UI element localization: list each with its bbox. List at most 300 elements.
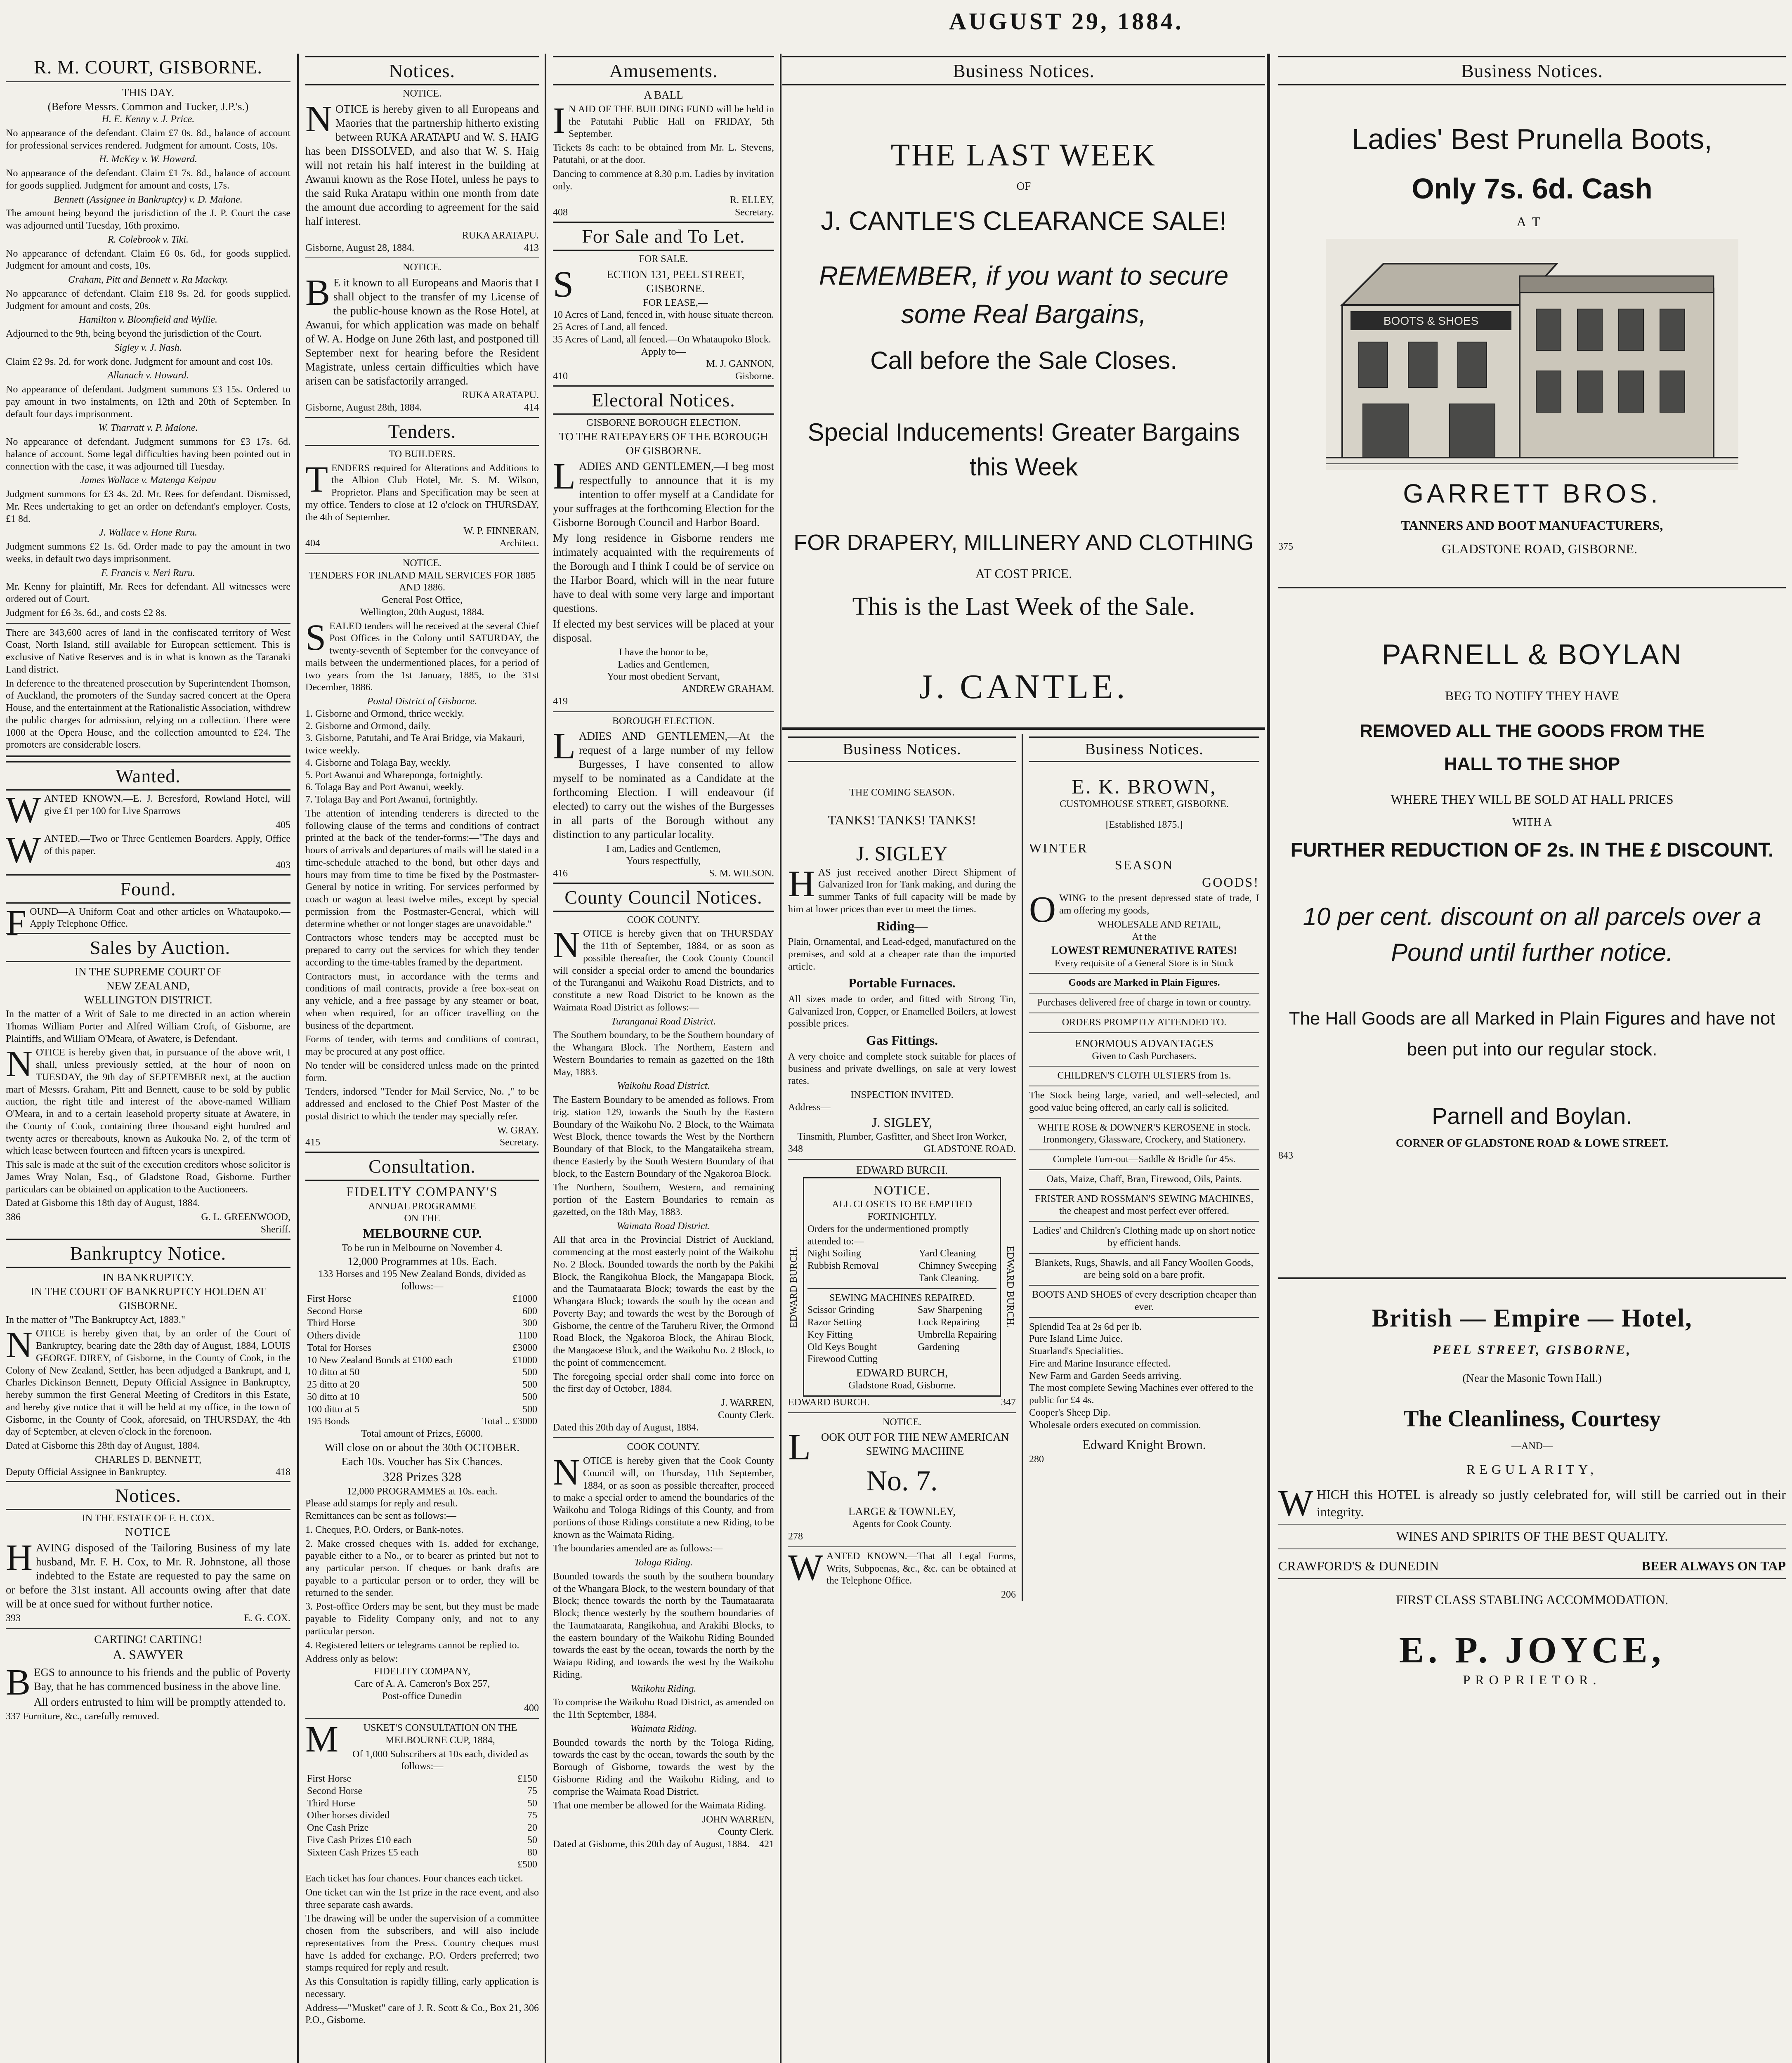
county-dated: Dated at Gisborne, this 20th day of August, 1884. bbox=[553, 1839, 750, 1850]
case-text: Judgment for £6 3s. 6d., and costs £2 8s. bbox=[6, 607, 167, 618]
list-item: Cooper's Sheep Dip. bbox=[1029, 1407, 1111, 1418]
burch-side-label: EDWARD BURCH. bbox=[1005, 1246, 1016, 1328]
ad-number: 413 bbox=[524, 242, 539, 253]
signature: M. J. GANNON, bbox=[706, 359, 774, 370]
large-number: No. 7. bbox=[866, 1465, 938, 1497]
parnell-notify: BEG TO NOTIFY THEY HAVE bbox=[1445, 688, 1619, 703]
sale-apply: Apply to— bbox=[641, 346, 686, 357]
prize-value: 1100 bbox=[517, 1330, 537, 1341]
notice-dated: Gisborne, August 28, 1884. bbox=[305, 242, 414, 253]
sigley-road: GLADSTONE ROAD. bbox=[923, 1143, 1016, 1154]
burch-service: Chimney Sweeping bbox=[918, 1260, 997, 1272]
prize-label: 195 Bonds bbox=[307, 1416, 350, 1427]
sale-item: 35 Acres of Land, all fenced.—On Whataupoko Block. bbox=[553, 334, 771, 345]
musket-text: As this Consultation is rapidly filling, early application is necessary. bbox=[305, 1976, 539, 1999]
riding-body: Bounded towards the south by the southern boundary of the Whangara Block, to the western boundary of that Block; thence towards the north by the Taumataarata Block; thence westerly by the southern boundaries of the Taumataarata, Rangikohua, and Arakihi Blocks, to the eastern boundary of the Waikohu Riding Bounded towards the east by the ocean, towards the north by the Waiapu Riding, and towards the west by the Waikohu Riding. bbox=[553, 1571, 774, 1680]
brown-marked: Goods are Marked in Plain Figures. bbox=[1068, 977, 1220, 989]
ad-number: 278 bbox=[788, 1531, 803, 1542]
brown-cash: Given to Cash Purchasers. bbox=[1092, 1050, 1197, 1062]
auction-body: This sale is made at the suit of the execution creditors whose solicitor is James Wray Nolan, Esq., of Gladstone Road, Gisborne. Further particulars can be obtained on application to the Auctioneers. bbox=[6, 1159, 290, 1195]
remit-item: 1. Cheques, P.O. Orders, or Bank-notes. bbox=[305, 1524, 464, 1535]
district-body: The Eastern Boundary to be amended as follows. From trig. station 129, towards the South by the Eastern Boundary of the Waikohu No. 2 Block, to the Waimata West Block, thence towards the West by the Northern Boundary of that Block, to the Mangataikeha stream, thence Easterly by the South Western Boundary of that block, to the Eastern Boundary of the Ngakoroa Block. bbox=[553, 1095, 774, 1179]
section-auction: Sales by Auction. bbox=[6, 933, 290, 962]
hotel-proprietor-name: E. P. JOYCE, bbox=[1399, 1630, 1665, 1671]
burch-repair: Old Keys Bought bbox=[807, 1341, 877, 1353]
case-text: No appearance of defendant. Claim £6 0s. 6d., for goods supplied. Judgment for amount and costs, 10s. bbox=[6, 248, 290, 271]
fidelity-care: Care of A. A. Cameron's Box 257, bbox=[354, 1678, 490, 1689]
sigley-trade: Tinsmith, Plumber, Gasfitter, and Sheet Iron Worker, bbox=[797, 1131, 1007, 1142]
ad-number: 337 bbox=[6, 1711, 21, 1722]
garrett-price: Only 7s. 6d. Cash bbox=[1412, 172, 1653, 205]
sale-lease: FOR LEASE,— bbox=[643, 297, 708, 308]
district-body: The Southern boundary, to be the Southern boundary of the Whangara Block. The Northern, Eastern and Western Boundaries to remain as gazetted on the 18th May, 1883. bbox=[553, 1030, 774, 1078]
fidelity-head: FIDELITY COMPANY'S bbox=[346, 1184, 498, 1199]
column-rule bbox=[1267, 54, 1270, 2063]
musket-address: Address—"Musket" care of J. R. Scott & Co., Box 21, P.O., Gisborne. bbox=[305, 2002, 522, 2026]
brown-address: CUSTOMHOUSE STREET, GISBORNE. bbox=[1060, 799, 1229, 810]
garrett-address: GLADSTONE ROAD, GISBORNE. bbox=[1441, 541, 1638, 557]
election-body: LADIES AND GENTLEMEN,—I beg most respectfully to announce that it is my intention to offer myself at a Candidate for your suffrages at the forthcoming Election for the Gisborne Borough Council and Harbor Board. bbox=[553, 456, 774, 529]
hotel-cleanliness: The Cleanliness, Courtesy bbox=[1403, 1406, 1661, 1432]
prize-label: First Horse bbox=[307, 1293, 352, 1304]
case-title: James Wallace v. Matenga Keipau bbox=[80, 475, 216, 486]
burch-repair: Lock Repairing bbox=[918, 1317, 980, 1328]
case-title: J. Wallace v. Hone Ruru. bbox=[99, 527, 197, 538]
ad-number: 393 bbox=[6, 1613, 21, 1624]
ball-head: A BALL bbox=[644, 89, 683, 101]
musket-text: The drawing will be under the supervision of a committee chosen from the subscribers, and will also include representatives from the Press. Country cheques must have 1s added for exchange. P.O. Orders preferred; two stamps required for reply and result. bbox=[305, 1913, 539, 1973]
notice-body: BE it known to all Europeans and Maoris that I shall object to the transfer of my License of the public-house known as the Rose Hotel, at Awanui, for which application was made on behalf of W. A. Hodge on June 26th last, and postponed till September next for hearing before the Resident Magistrate, unless certain difficulties which have arisen can be satisfactorily arranged. bbox=[305, 272, 539, 387]
sale-head: FOR SALE. bbox=[639, 253, 688, 264]
auction-dated: Dated at Gisborne this 18th day of August, 1884. bbox=[6, 1198, 200, 1209]
case-title: Bennett (Assignee in Bankruptcy) v. D. Malone. bbox=[54, 194, 243, 205]
court-today: THIS DAY. bbox=[122, 86, 175, 99]
signature-role: Sheriff. bbox=[260, 1224, 290, 1235]
election-to: TO THE RATEPAYERS OF THE BOROUGH OF GISBORNE. bbox=[559, 430, 768, 457]
riding-name: Tologa Riding. bbox=[634, 1557, 693, 1568]
wanted-ad: WANTED KNOWN.—E. J. Beresford, Rowland Hotel, will give £1 per 100 for Live Sparrows bbox=[6, 790, 290, 831]
ball-body: IN AID OF THE BUILDING FUND will be held in the Patutahi Public Hall on FRIDAY, 5th September. bbox=[553, 100, 774, 142]
musket-text: Each ticket has four chances. Four chances each ticket. bbox=[305, 1873, 523, 1884]
table-row bbox=[305, 1798, 539, 1810]
signature: R. ELLEY, bbox=[730, 195, 774, 206]
sigley-furnaces: Portable Furnaces. bbox=[848, 975, 956, 991]
parnell-hall-goods: The Hall Goods are all Marked in Plain Figures and have not been put into our regular stock. bbox=[1289, 1008, 1775, 1060]
signature-role: Secretary. bbox=[734, 207, 774, 218]
county-head: COOK COUNTY. bbox=[627, 914, 700, 925]
route-item: 7. Tolaga Bay and Port Awanui, fortnightly. bbox=[305, 794, 478, 805]
ad-number: 206 bbox=[1001, 1589, 1016, 1600]
brown-purchases: Purchases delivered free of charge in town or country. bbox=[1037, 997, 1251, 1008]
shop-sign: BOOTS & SHOES bbox=[1383, 314, 1479, 327]
table-row bbox=[305, 1416, 539, 1428]
prize-value: 50 bbox=[527, 1834, 537, 1846]
news-note: In deference to the threatened prosecution by Superintendent Thomson, of Auckland, the promoters of the Sunday sacred concert at the Opera House, and the entertainment at the Rationalistic Association, withdrew the public charges for admission, relying on a collection. There were 1000 at the Opera House, and the collection amounted to £24. The promoters are considerable losers. bbox=[6, 678, 290, 751]
case-text: No appearance of the defendant. Claim £1 7s. 8d., balance of account for goods supplied. Judgment for amount and costs, 17s. bbox=[6, 168, 290, 191]
signature: RUKA ARATAPU. bbox=[462, 230, 539, 241]
prize-value: £150 bbox=[517, 1773, 537, 1784]
auction-head: NEW ZEALAND, bbox=[106, 980, 190, 992]
fidelity-voucher: Each 10s. Voucher has Six Chances. bbox=[341, 1455, 503, 1468]
brown-ladies: Ladies' and Children's Clothing made up on short notice by efficient hands. bbox=[1033, 1225, 1256, 1249]
column-rule bbox=[297, 54, 299, 2063]
prize-value: 300 bbox=[522, 1318, 537, 1329]
prize-label: 10 New Zealand Bonds at £100 each bbox=[307, 1355, 453, 1366]
ball-dance: Dancing to commence at 8.30 p.m. Ladies by invitation only. bbox=[553, 168, 774, 192]
list-item: Fire and Marine Insurance effected. bbox=[1029, 1358, 1171, 1369]
prize-value: £1000 bbox=[512, 1293, 537, 1304]
tenders-body: TENDERS required for Alterations and Additions to the Albion Club Hotel, Mr. S. M. Wilson, Proprietor. Plans and Specification may be seen at my office. Tenders to close at 12 o'clock on THURSDAY, the 4th of September. bbox=[305, 459, 539, 523]
cantle-inducements: Special Inducements! Greater Bargains this Week bbox=[807, 418, 1240, 481]
wanted-known-ad: WANTED KNOWN.—That all Legal Forms, Writs, Subpoenas, &c., &c. can be obtained at the Telephone Office. bbox=[788, 1547, 1016, 1588]
column-3 bbox=[547, 54, 780, 2063]
list-item: Splendid Tea at 2s 6d per lb. bbox=[1029, 1321, 1142, 1332]
ad-number: 386 bbox=[6, 1212, 21, 1223]
court-cases bbox=[6, 113, 290, 620]
hotel-wines: WINES AND SPIRITS OF THE BEST QUALITY. bbox=[1396, 1529, 1668, 1544]
prize-value: 500 bbox=[522, 1367, 537, 1378]
case-text: No appearance of defendant. Judgment summons £3 15s. Ordered to pay amount in two instalments, on 12th and 20th of September. In default four days imprisonment. bbox=[6, 384, 290, 420]
election-body: If elected my best services will be placed at your disposal. bbox=[553, 617, 774, 644]
fidelity-stamps: Please add stamps for reply and result. bbox=[305, 1498, 458, 1509]
auction-head: WELLINGTON DISTRICT. bbox=[84, 994, 212, 1006]
signature: RUKA ARATAPU. bbox=[462, 390, 539, 401]
riding-body: Bounded towards the north by the Tologa Riding, towards the east by the ocean, towards the south by the Borough of Gisborne, towards the west by the Gisborne Riding and the Waikohu Riding, and to comprise the Waimata Road District. bbox=[553, 1737, 774, 1797]
parnell-address: CORNER OF GLADSTONE ROAD & LOWE STREET. bbox=[1395, 1136, 1669, 1149]
section-found: Found. bbox=[6, 874, 290, 904]
notice-dated: Gisborne, August 28th, 1884. bbox=[305, 402, 422, 413]
hotel-crawfords: CRAWFORD'S & DUNEDIN bbox=[1278, 1558, 1439, 1574]
prize-label: Total for Horses bbox=[307, 1342, 371, 1353]
prize-label: One Cash Prize bbox=[307, 1822, 369, 1834]
case-text: The amount being beyond the jurisdiction of the J. P. Court the case was adjourned until Tuesday, 16th proximo. bbox=[6, 208, 290, 231]
ad-number: 404 bbox=[305, 538, 320, 549]
business-subcolumns bbox=[782, 734, 1265, 1601]
case-title: Sigley v. J. Nash. bbox=[114, 342, 182, 353]
election-head: BOROUGH ELECTION. bbox=[612, 715, 715, 727]
burch-repair: Razor Setting bbox=[807, 1317, 862, 1328]
notice-head: NOTICE. bbox=[403, 262, 442, 273]
ad-number: 418 bbox=[276, 1466, 290, 1478]
burch-service: Tank Cleaning. bbox=[918, 1272, 979, 1284]
subcolumn-a bbox=[782, 734, 1023, 1601]
brown-list bbox=[1029, 1321, 1259, 1432]
signature: JOHN WARREN, bbox=[702, 1814, 774, 1825]
ad-number: 280 bbox=[1029, 1454, 1044, 1465]
sigley-riding-body: Plain, Ornamental, and Lead-edged, manufactured on the premises, and sold at a cheaper rate than the imported article. bbox=[788, 937, 1016, 972]
signature-role: County Clerk. bbox=[718, 1826, 774, 1837]
case-text: Adjourned to the 9th, being beyond the jurisdiction of the Court. bbox=[6, 328, 262, 340]
sigley-furnaces-body: All sizes made to order, and fitted with Strong Tin, Galvanized Iron, Copper, or Enamelled Boilers, at lowest possible prices. bbox=[788, 994, 1016, 1029]
signature: J. WARREN, bbox=[721, 1397, 774, 1409]
section-tenders: Tenders. bbox=[305, 417, 539, 446]
fidelity-address: Address only as below: bbox=[305, 1654, 398, 1665]
case-title: H. E. Kenny v. J. Price. bbox=[102, 114, 195, 125]
brown-name: E. K. BROWN, bbox=[1072, 775, 1217, 798]
brown-orders: ORDERS PROMPTLY ATTENDED TO. bbox=[1062, 1017, 1227, 1028]
prize-label: Five Cash Prizes £10 each bbox=[307, 1834, 412, 1846]
case-title: F. Francis v. Neri Ruru. bbox=[101, 567, 195, 578]
signature: J. SIGLEY, bbox=[871, 1114, 933, 1130]
fidelity-total: Total amount of Prizes, £6000. bbox=[361, 1428, 483, 1440]
burch-repair: Scissor Grinding bbox=[807, 1305, 874, 1316]
fidelity-programmes: 12,000 PROGRAMMES at 10s. each. bbox=[347, 1486, 498, 1497]
sawyer-name: A. SAWYER bbox=[113, 1647, 184, 1662]
section-notices: Notices. bbox=[6, 1481, 290, 1510]
cantle-ad bbox=[782, 88, 1265, 723]
brown-ulsters: CHILDREN'S CLOTH ULSTERS from 1s. bbox=[1057, 1070, 1231, 1081]
bankruptcy-dated: Dated at Gisborne this 28th day of August, 1884. bbox=[6, 1440, 200, 1452]
cantle-last-week: This is the Last Week of the Sale. bbox=[852, 592, 1195, 621]
case-title: Allanach v. Howard. bbox=[107, 370, 189, 381]
fidelity-cup: MELBOURNE CUP. bbox=[362, 1226, 482, 1241]
column-rule bbox=[545, 54, 546, 2063]
brown-established: [Established 1875.] bbox=[1105, 819, 1183, 830]
county-head: COOK COUNTY. bbox=[627, 1442, 700, 1453]
signature: G. L. GREENWOOD, bbox=[201, 1212, 290, 1223]
prize-label: First Horse bbox=[307, 1773, 352, 1784]
hotel-street: PEEL STREET, GISBORNE, bbox=[1432, 1342, 1632, 1357]
list-item: Wholesale orders executed on commission. bbox=[1029, 1419, 1201, 1430]
hotel-name: British — Empire — Hotel, bbox=[1372, 1304, 1693, 1333]
cantle-of: OF bbox=[1016, 180, 1031, 192]
cantle-headline: THE LAST WEEK bbox=[890, 138, 1157, 172]
mail-text: Forms of tender, with terms and conditions of contract, may be procured at any post office. bbox=[305, 1034, 539, 1057]
list-item: New Farm and Garden Seeds arriving. bbox=[1029, 1370, 1182, 1381]
county-body: NOTICE is hereby given that the Cook County Council will, on Thursday, 11th September, 1884, or as soon as possible thereafter, proceed to make a special order to amend the boundaries of the Waikohu and Tologa Ridings of this County, and from portions of those Ridings constitute a new Riding, to be known as the Waimata Riding. bbox=[553, 1452, 774, 1540]
cantle-signature: J. CANTLE. bbox=[919, 668, 1129, 706]
hotel-stabling: FIRST CLASS STABLING ACCOMMODATION. bbox=[1395, 1592, 1669, 1607]
prize-total: £500 bbox=[517, 1859, 537, 1870]
ad-number: 843 bbox=[1278, 1150, 1293, 1161]
wanted-ad: WANTED.—Two or Three Gentlemen Boarders. Apply, Office of this paper. bbox=[6, 830, 290, 871]
brown-winter: WINTER bbox=[1029, 840, 1088, 855]
election-closing: I have the honor to be, bbox=[619, 647, 708, 658]
remit-item: 2. Make crossed cheques with 1s. added for exchange, payable either to a No., or to bearer as printed but not to any particular person. If cheques or bank drafts are payable to a particular person or to order, they will be returned to the sender. bbox=[305, 1538, 539, 1598]
burch-notice: NOTICE. bbox=[873, 1182, 931, 1197]
prize-value: £3000 bbox=[512, 1342, 537, 1353]
burch-repair: Firewood Cutting bbox=[807, 1354, 878, 1365]
prize-label: 50 ditto at 10 bbox=[307, 1391, 360, 1402]
table-row bbox=[305, 1810, 539, 1822]
district-body: All that area in the Provincial District of Auckland, commencing at the most easterly point of the Waikohu No. 2 Block. Bounded towards the north by the Pakihi Block, the Rangikohua Block, the Mangapapa Block, and the Taumataarata Block; towards the east by the Whangara Block; towards the south by the ocean and Poverty Bay; and towards the west by the Borough of Gisborne, the centre of the Taruheru River, the Ormond Road Block, the Ngakoroa Block, the Ahirau Block, the Mangaoese Block, and the Waikohu No. 2 Block, to the point of commencement. bbox=[553, 1234, 774, 1368]
signature: LARGE & TOWNLEY, bbox=[848, 1505, 956, 1518]
list-item: The most complete Sewing Machines ever offered to the public for £4 4s. bbox=[1029, 1383, 1254, 1406]
signature-role: Deputy Official Assignee in Bankruptcy. bbox=[6, 1466, 167, 1478]
column-4 bbox=[782, 54, 1265, 2063]
election-closing: I am, Ladies and Gentlemen, bbox=[606, 843, 721, 854]
brown-body: OWING to the present depressed state of trade, I am offering my goods, bbox=[1029, 889, 1259, 930]
case-title: Graham, Pitt and Bennett v. Ra Mackay. bbox=[68, 274, 229, 286]
remit-item: 4. Registered letters or telegrams cannot be replied to. bbox=[305, 1640, 519, 1651]
cox-head: IN THE ESTATE OF F. H. COX. bbox=[82, 1513, 215, 1524]
section-consultation: Consultation. bbox=[305, 1152, 539, 1181]
table-row bbox=[305, 1834, 539, 1847]
sigley-tanks: TANKS! TANKS! TANKS! bbox=[828, 812, 976, 827]
tenders-sub: TO BUILDERS. bbox=[389, 448, 456, 460]
garrett-headline: Ladies' Best Prunella Boots, bbox=[1352, 123, 1712, 155]
masthead-date: AUGUST 29, 1884. bbox=[949, 8, 1184, 35]
prize-value: 50 bbox=[527, 1798, 537, 1809]
table-row bbox=[305, 1355, 539, 1367]
mail-text: Contractors must, in accordance with the terms and conditions of mail contracts, provide a free box-seat on any vehicle, and a free passage by any steamer or boat, when when required, for an officer travelling on the business of the department. bbox=[305, 971, 539, 1031]
table-row bbox=[305, 1404, 539, 1416]
list-item: Pure Island Lime Juice. bbox=[1029, 1334, 1123, 1345]
prize-label: 25 ditto at 20 bbox=[307, 1379, 360, 1390]
garrett-name: GARRETT BROS. bbox=[1403, 478, 1661, 508]
sigley-season: THE COMING SEASON. bbox=[849, 787, 955, 798]
fidelity-company: FIDELITY COMPANY, bbox=[374, 1666, 470, 1677]
ad-number: 414 bbox=[524, 402, 539, 413]
burch-sewing: SEWING MACHINES REPAIRED. bbox=[829, 1292, 975, 1303]
court-header: R. M. COURT, GISBORNE. bbox=[34, 57, 262, 78]
election-head: GISBORNE BOROUGH ELECTION. bbox=[586, 417, 741, 428]
brown-season: SEASON bbox=[1114, 857, 1174, 873]
ad-number: 415 bbox=[305, 1137, 320, 1148]
burch-service: Night Soiling bbox=[807, 1248, 861, 1259]
burch-foot: EDWARD BURCH. bbox=[788, 1397, 870, 1408]
ad-number: 400 bbox=[524, 1703, 539, 1714]
column-1 bbox=[0, 54, 296, 2063]
signature: W. GRAY. bbox=[497, 1125, 539, 1136]
signature: E. G. COX. bbox=[244, 1613, 290, 1624]
subcolumn-b bbox=[1023, 734, 1265, 1601]
garrett-trade: TANNERS AND BOOT MANUFACTURERS, bbox=[1401, 517, 1663, 533]
garrett-at: AT bbox=[1516, 214, 1548, 229]
list-item: Stuarland's Specialities. bbox=[1029, 1346, 1124, 1357]
ad-number: 419 bbox=[553, 696, 568, 707]
burch-box bbox=[803, 1177, 1001, 1397]
case-text: Mr. Kenny for plaintiff, Mr. Rees for defendant. All witnesses were ordered out of Court. bbox=[6, 581, 290, 605]
signature-role: Architect. bbox=[499, 538, 539, 549]
building-illustration bbox=[1326, 239, 1738, 470]
bankruptcy-head: IN BANKRUPTCY. bbox=[102, 1271, 194, 1284]
prize-value: 20 bbox=[527, 1822, 537, 1834]
section-bankruptcy: Bankruptcy Notice. bbox=[6, 1239, 290, 1268]
mail-from: General Post Office, bbox=[381, 595, 463, 606]
fidelity-programmes: 12,000 Programmes at 10s. Each. bbox=[347, 1255, 497, 1268]
parnell-reduction: FURTHER REDUCTION OF 2s. IN THE £ DISCOUNT. bbox=[1290, 839, 1774, 861]
parnell-prices: WHERE THEY WILL BE SOLD AT HALL PRICES bbox=[1391, 792, 1674, 807]
notice-body: NOTICE is hereby given to all Europeans and Maories that the partnership hitherto existing between RUKA ARATAPU and W. S. HAIG has been DISSOLVED, and also that W. S. Haig will not retain his half interest in the building at Awanui known as the Rose Hotel, unless he pays to the said Ruka Aratapu within one month from date the amount due according to agreement for the said half interest. bbox=[305, 98, 539, 227]
parnell-hall: HALL TO THE SHOP bbox=[1444, 754, 1620, 774]
parnell-removed: REMOVED ALL THE GOODS FROM THE bbox=[1359, 721, 1705, 741]
district-name: Turanganui Road District. bbox=[611, 1016, 716, 1027]
prize-label: Third Horse bbox=[307, 1798, 355, 1809]
table-row bbox=[305, 1822, 539, 1834]
parnell-signature: Parnell and Boylan. bbox=[1432, 1102, 1632, 1129]
election-body: LADIES AND GENTLEMEN,—At the request of a large number of my fellow Burgesses, I have consented to allow myself to be nominated as a Candidate at the forthcoming Election. I will endeavour (if elected) to carry out the wishes of the Burgesses in all parts of the Borough without any distinction to any particular locality. bbox=[553, 726, 774, 841]
brown-goods: GOODS! bbox=[1202, 874, 1259, 890]
case-title: R. Colebrook v. Tiki. bbox=[108, 234, 189, 245]
district-body: The foregoing special order shall come into force on the first day of October, 1884. bbox=[553, 1371, 774, 1395]
sigley-body: HAS just received another Direct Shipment of Galvanized Iron for Tank making, and during the summer Tanks of full capacity will be made by him at lower prices than ever to meet the times. bbox=[788, 863, 1016, 915]
table-row bbox=[305, 1305, 539, 1318]
musket-head: MUSKET'S CONSULTATION ON THE MELBOURNE CUP, 1884, bbox=[305, 1719, 517, 1760]
case-text: No appearance of defendant. Claim £18 9s. 2d. for goods supplied. Judgment for amount and costs, 20s. bbox=[6, 288, 290, 312]
found-ad: FOUND—A Uniform Coat and other articles on Whataupoko.—Apply Telephone Office. bbox=[6, 902, 290, 944]
district-name: Waimata Road District. bbox=[616, 1220, 711, 1232]
county-dated: Dated this 20th day of August, 1884. bbox=[553, 1422, 699, 1433]
brown-saddle: Complete Turn-out—Saddle & Bridle for 45s. bbox=[1053, 1154, 1236, 1165]
cox-notice: NOTICE bbox=[125, 1526, 171, 1539]
section-business: Business Notices. bbox=[788, 736, 1016, 762]
hotel-and: —AND— bbox=[1511, 1440, 1553, 1452]
sawyer-body: BEGS to announce to his friends and the public of Poverty Bay, that he has commenced business in the above line. bbox=[6, 1662, 290, 1703]
route-item: 2. Gisborne and Ormond, daily. bbox=[305, 720, 431, 732]
ad-number: 306 bbox=[524, 2002, 539, 2013]
ad-number: 348 bbox=[788, 1143, 803, 1154]
auction-matter: In the matter of a Writ of Sale to me directed in an action wherein Thomas William Porter and Alfred William Croft, of Gisborne, are Plaintiffs, and William O'Meara, of Awatere, is Defendant. bbox=[6, 1009, 290, 1044]
garrett-building bbox=[1326, 239, 1738, 470]
brown-kerosene: WHITE ROSE & DOWNER'S KEROSENE in stock. bbox=[1037, 1122, 1251, 1133]
musket-text: One ticket can win the 1st prize in the race event, and also three separate cash awards. bbox=[305, 1887, 539, 1910]
prize-value: Total .. £3000 bbox=[482, 1416, 537, 1427]
table-row bbox=[305, 1330, 539, 1342]
mail-text: The attention of intending tenderers is directed to the following clause of the terms and conditions of contract printed at the back of the tender-forms:—"The days and hours of arrivals and departures of mails will be stated in a time-schedule attached to the bond, but other days and hours may from time to time be fixed by the Postmaster-General by notice in writing. For services performed by coach or wagon at least twelve miles, except by special permission from the Postmaster-General, which will determine whether or not longer stages are unavoidable." bbox=[305, 808, 539, 930]
prize-label: Second Horse bbox=[307, 1305, 362, 1317]
burch-service: Rubbish Removal bbox=[807, 1260, 879, 1272]
hotel-near: (Near the Masonic Town Hall.) bbox=[1462, 1371, 1602, 1384]
case-title: W. Tharratt v. P. Malone. bbox=[98, 423, 198, 434]
riding-body: To comprise the Waikohu Road District, as amended on the 11th September, 1884. bbox=[553, 1697, 774, 1721]
fidelity-remit: Remittances can be sent as follows:— bbox=[305, 1511, 456, 1522]
route-item: 6. Tolaga Bay and Port Awanui, weekly. bbox=[305, 782, 464, 793]
cantle-cost: AT COST PRICE. bbox=[975, 566, 1072, 581]
ad-number: 405 bbox=[276, 819, 290, 831]
election-closing: Your most obedient Servant, bbox=[607, 671, 720, 682]
section-business: Business Notices. bbox=[782, 56, 1265, 85]
prize-label: Third Horse bbox=[307, 1318, 355, 1329]
election-closing: Ladies and Gentlemen, bbox=[618, 659, 709, 670]
burch-name: EDWARD BURCH, bbox=[856, 1367, 948, 1379]
ad-number: 410 bbox=[553, 371, 568, 382]
section-for-sale: For Sale and To Let. bbox=[553, 222, 774, 251]
mail-text: No tender will be considered unless made on the printed form. bbox=[305, 1060, 539, 1083]
news-note: There are 343,600 acres of land in the confiscated territory of West Coast, North Island, still available for European settlement. This is exclusive of Native Reserves and is in what is known as the Taranaki Land district. bbox=[6, 627, 290, 675]
brown-wholesale: WHOLESALE AND RETAIL, bbox=[1098, 919, 1221, 930]
signature-role: Secretary. bbox=[499, 1137, 539, 1148]
fidelity-bonds: 133 Horses and 195 New Zealand Bonds, divided as follows:— bbox=[318, 1269, 526, 1292]
ball-tickets: Tickets 8s each: to be obtained from Mr. L. Stevens, Patutahi, or at the door. bbox=[553, 142, 774, 166]
table-row bbox=[305, 1391, 539, 1404]
riding-name: Waimata Riding. bbox=[630, 1723, 697, 1734]
case-text: Judgment summons £2 1s. 6d. Order made to pay the amount in two weeks, in default two days imprisonment. bbox=[6, 541, 290, 564]
remit-item: 3. Post-office Orders may be sent, but they must be made payable to Fidelity Company only, and not to any particular person. bbox=[305, 1601, 539, 1637]
auction-head: IN THE SUPREME COURT OF bbox=[75, 965, 222, 978]
brown-lowest: LOWEST REMUNERATIVE RATES! bbox=[1051, 944, 1237, 957]
burch-orders: Orders for the undermentioned promptly attended to:— bbox=[807, 1223, 969, 1247]
bankruptcy-body: NOTICE is hereby given that, by an order of the Court of Bankruptcy, bearing date the 28th day of August, 1884, LOUIS GEORGE DIREY, of Gisborne, in the County of Cook, in the Colony of New Zealand, Settler, has been adjudged a Bankrupt, and I, Charles Dickinson Bennett, Deputy Official Assignee in Bankruptcy, hereby summon the first General Meeting of Creditors in this Estate, and hereby give notice that it will be held at my office, in the town of Gisborne, in the County of Cook, aforesaid, on THURSDAY, the 4th day of September, at eleven o'clock in the forenoon. bbox=[6, 1324, 290, 1437]
ad-number: 421 bbox=[759, 1839, 774, 1850]
route-item: 1. Gisborne and Ormond, thrice weekly. bbox=[305, 708, 465, 719]
parnell-name: PARNELL & BOYLAN bbox=[1381, 638, 1683, 670]
mail-notice: NOTICE. bbox=[403, 557, 442, 569]
sigley-inspection: INSPECTION INVITED. bbox=[850, 1090, 954, 1101]
brown-ironmongery: Ironmongery, Glassware, Crockery, and Stationery. bbox=[1043, 1134, 1246, 1145]
large-notice: NOTICE. bbox=[883, 1416, 922, 1428]
mail-date: Wellington, 20th August, 1884. bbox=[360, 607, 484, 618]
prize-label: Second Horse bbox=[307, 1785, 362, 1796]
route-item: 5. Port Awanui and Whareponga, fortnightly. bbox=[305, 769, 483, 781]
large-agent: Agents for Cook County. bbox=[852, 1519, 952, 1530]
ad-number: 408 bbox=[553, 207, 568, 218]
prize-value: 500 bbox=[522, 1379, 537, 1390]
notice-head: NOTICE. bbox=[403, 88, 442, 99]
parnell-discount: 10 per cent. discount on all parcels over a Pound until further notice. bbox=[1303, 902, 1761, 966]
section-county: County Council Notices. bbox=[553, 883, 774, 912]
brown-sewing: FRISTER AND ROSSMAN'S SEWING MACHINES, the cheapest and most perfect ever offered. bbox=[1035, 1193, 1254, 1217]
